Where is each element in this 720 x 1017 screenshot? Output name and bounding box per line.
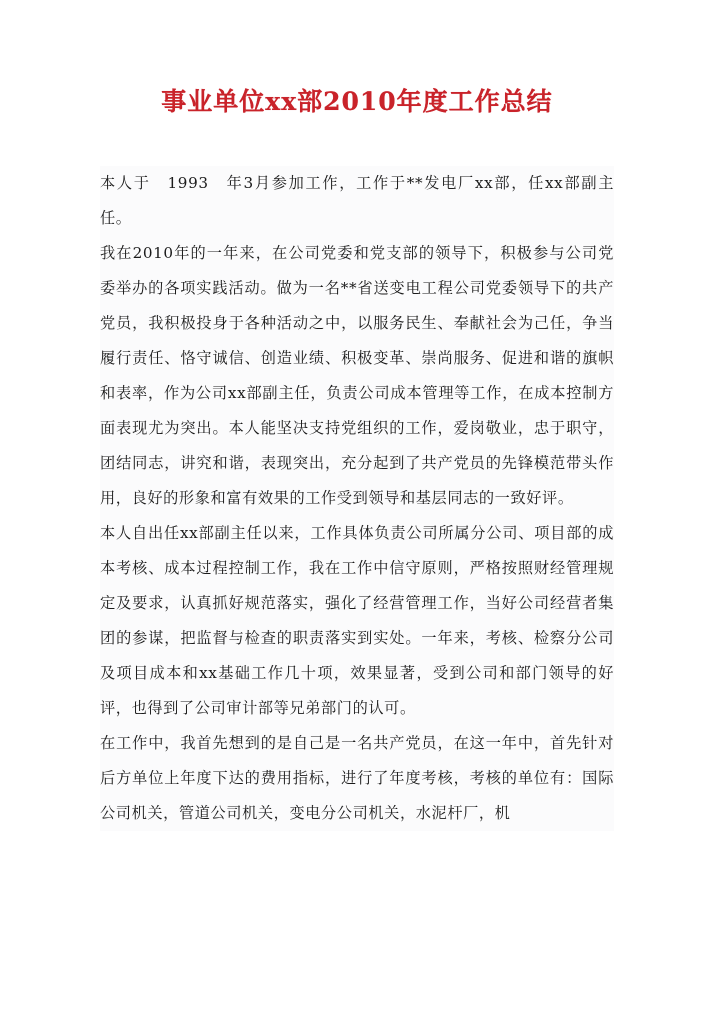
document-text-block — [100, 166, 614, 831]
paragraph-4: 在工作中，我首先想到的是自己是一名共产党员，在这一年中，首先针对后方单位上年度下达的费用指标，进行了年度考核，考核的单位有：国际公司机关，管道公司机关，变电分公司机关，水泥杆厂，机 — [100, 734, 614, 822]
paragraph-2: 我在2010年的一年来，在公司党委和党支部的领导下，积极参与公司党委举办的各项实践活动。做为一名**省送变电工程公司党委领导下的共产党员，我积极投身于各种活动之中，以服务民生、奉献社会为己任，争当履行责任、恪守诚信、创造业绩、积极变革、崇尚服务、促进和谐的旗帜和表率，作为公司xx部副主任，负责公司成本管理等工作，在成本控制方面表现尤为突出。本人能坚决支持党组织的工作，爱岗敬业，忠于职守，团结同志，讲究和谐，表现突出，充分起到了共产党员的先锋模范带头作用，良好的形象和富有效果的工作受到领导和基层同志的一致好评。 — [100, 244, 614, 507]
page-title: 事业单位xx部2010年度工作总结 — [161, 87, 553, 116]
title-spacer — [100, 122, 614, 166]
paragraph-3: 本人自出任xx部副主任以来，工作具体负责公司所属分公司、项目部的成本考核、成本过程控制工作，我在工作中信守原则，严格按照财经管理规定及要求，认真抓好规范落实，强化了经营管理工作，当好公司经营者集团的参谋，把监督与检查的职责落实到实处。一年来，考核、检察分公司及项目成本和xx基础工作几十项，效果显著，受到公司和部门领导的好评，也得到了公司审计部等兄弟部门的认可。 — [100, 524, 614, 717]
paragraph-1: 本人于 1993 年3月参加工作，工作于**发电厂xx部，任xx部副主任。 — [100, 174, 614, 227]
document-body — [100, 78, 614, 831]
